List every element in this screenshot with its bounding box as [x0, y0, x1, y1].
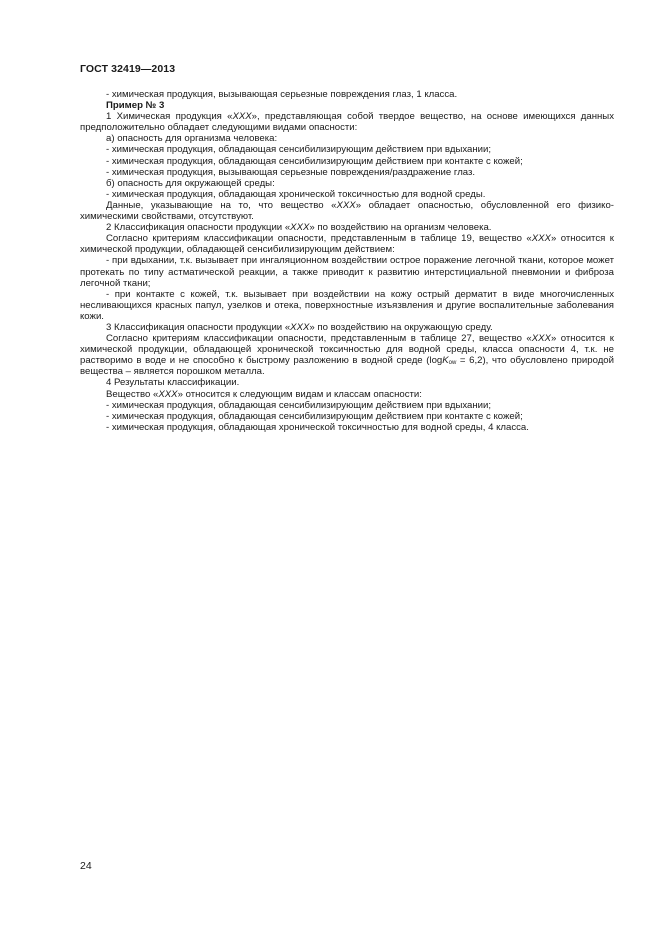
page-number: 24: [80, 860, 92, 872]
list-item: - химическая продукция, обладающая сенсибилизирующим действием при вдыхании;: [106, 144, 492, 156]
list-item: - химическая продукция, обладающая хронической токсичностью для водной среды.: [106, 188, 486, 200]
list-item: - при контакте с кожей, т.к. вызывает при воздействии на кожу острый дерматит в виде многочисленных несливающихся красных папул, узелков и отека, поверхностные изъязвления и другие воспалительные заболевания кожи.: [80, 288, 614, 322]
paragraph: 1 Химическая продукция «ХХХ», представляющая собой твердое вещество, на основе имеющихся данных предположительно обладает следующими видами опасности:: [80, 111, 614, 134]
paragraph: б) опасность для окружающей среды:: [106, 177, 275, 189]
paragraph: Согласно критериям классификации опасности, представленным в таблице 27, вещество «ХХХ» относится к химической продукции, обладающей хронической токсичностью для водной среды, класса опасности 4, т.к. не растворимо в воде и не способно к быстрому разложению в водной среде (logK$_{ow}$ = 6,2), что обусловлено природой вещества – является порошком металла.: [80, 333, 615, 378]
document-header: ГОСТ 32419—2013: [80, 63, 176, 75]
section-heading: 3 Классификация опасности продукции «ХХХ» по воздействию на окружающую среду.: [106, 321, 493, 333]
paragraph: Вещество «ХХХ» относится к следующим видам и классам опасности:: [106, 388, 422, 400]
paragraph: а) опасность для организма человека:: [106, 133, 278, 145]
example-heading: Пример № 3: [106, 100, 165, 112]
list-item: - химическая продукция, обладающая хронической токсичностью для водной среды, 4 класса.: [106, 421, 529, 433]
paragraph: Согласно критериям классификации опасности, представленным в таблице 19, вещество «ХХХ» относится к химической продукции, обладающей сенсибилизирующим действием:: [80, 233, 614, 256]
list-item: - химическая продукция, обладающая сенсибилизирующим действием при контакте с кожей;: [106, 410, 523, 422]
document-body: [80, 89, 614, 433]
list-item: - химическая продукция, вызывающая серьезные повреждения/раздражение глаз.: [106, 166, 476, 178]
section-heading: 4 Результаты классификации.: [106, 377, 240, 389]
list-item: - при вдыхании, т.к. вызывает при ингаляционном воздействии острое поражение легочной ткани, которое может протекать по типу астматической реакции, а также приводит к развитию интерстициальной пневмонии и фиброза легочной ткани;: [80, 255, 614, 289]
paragraph: Данные, указывающие на то, что вещество «ХХХ» обладает опасностью, обусловленной его физико-химическими свойствами, отсутствуют.: [80, 199, 614, 223]
list-item: - химическая продукция, обладающая сенсибилизирующим действием при вдыхании;: [106, 399, 492, 411]
paragraph: - химическая продукция, вызывающая серьезные повреждения глаз, 1 класса.: [106, 89, 458, 100]
section-heading: 2 Классификация опасности продукции «ХХХ» по воздействию на организм человека.: [106, 222, 492, 234]
list-item: - химическая продукция, обладающая сенсибилизирующим действием при контакте с кожей;: [106, 155, 523, 167]
